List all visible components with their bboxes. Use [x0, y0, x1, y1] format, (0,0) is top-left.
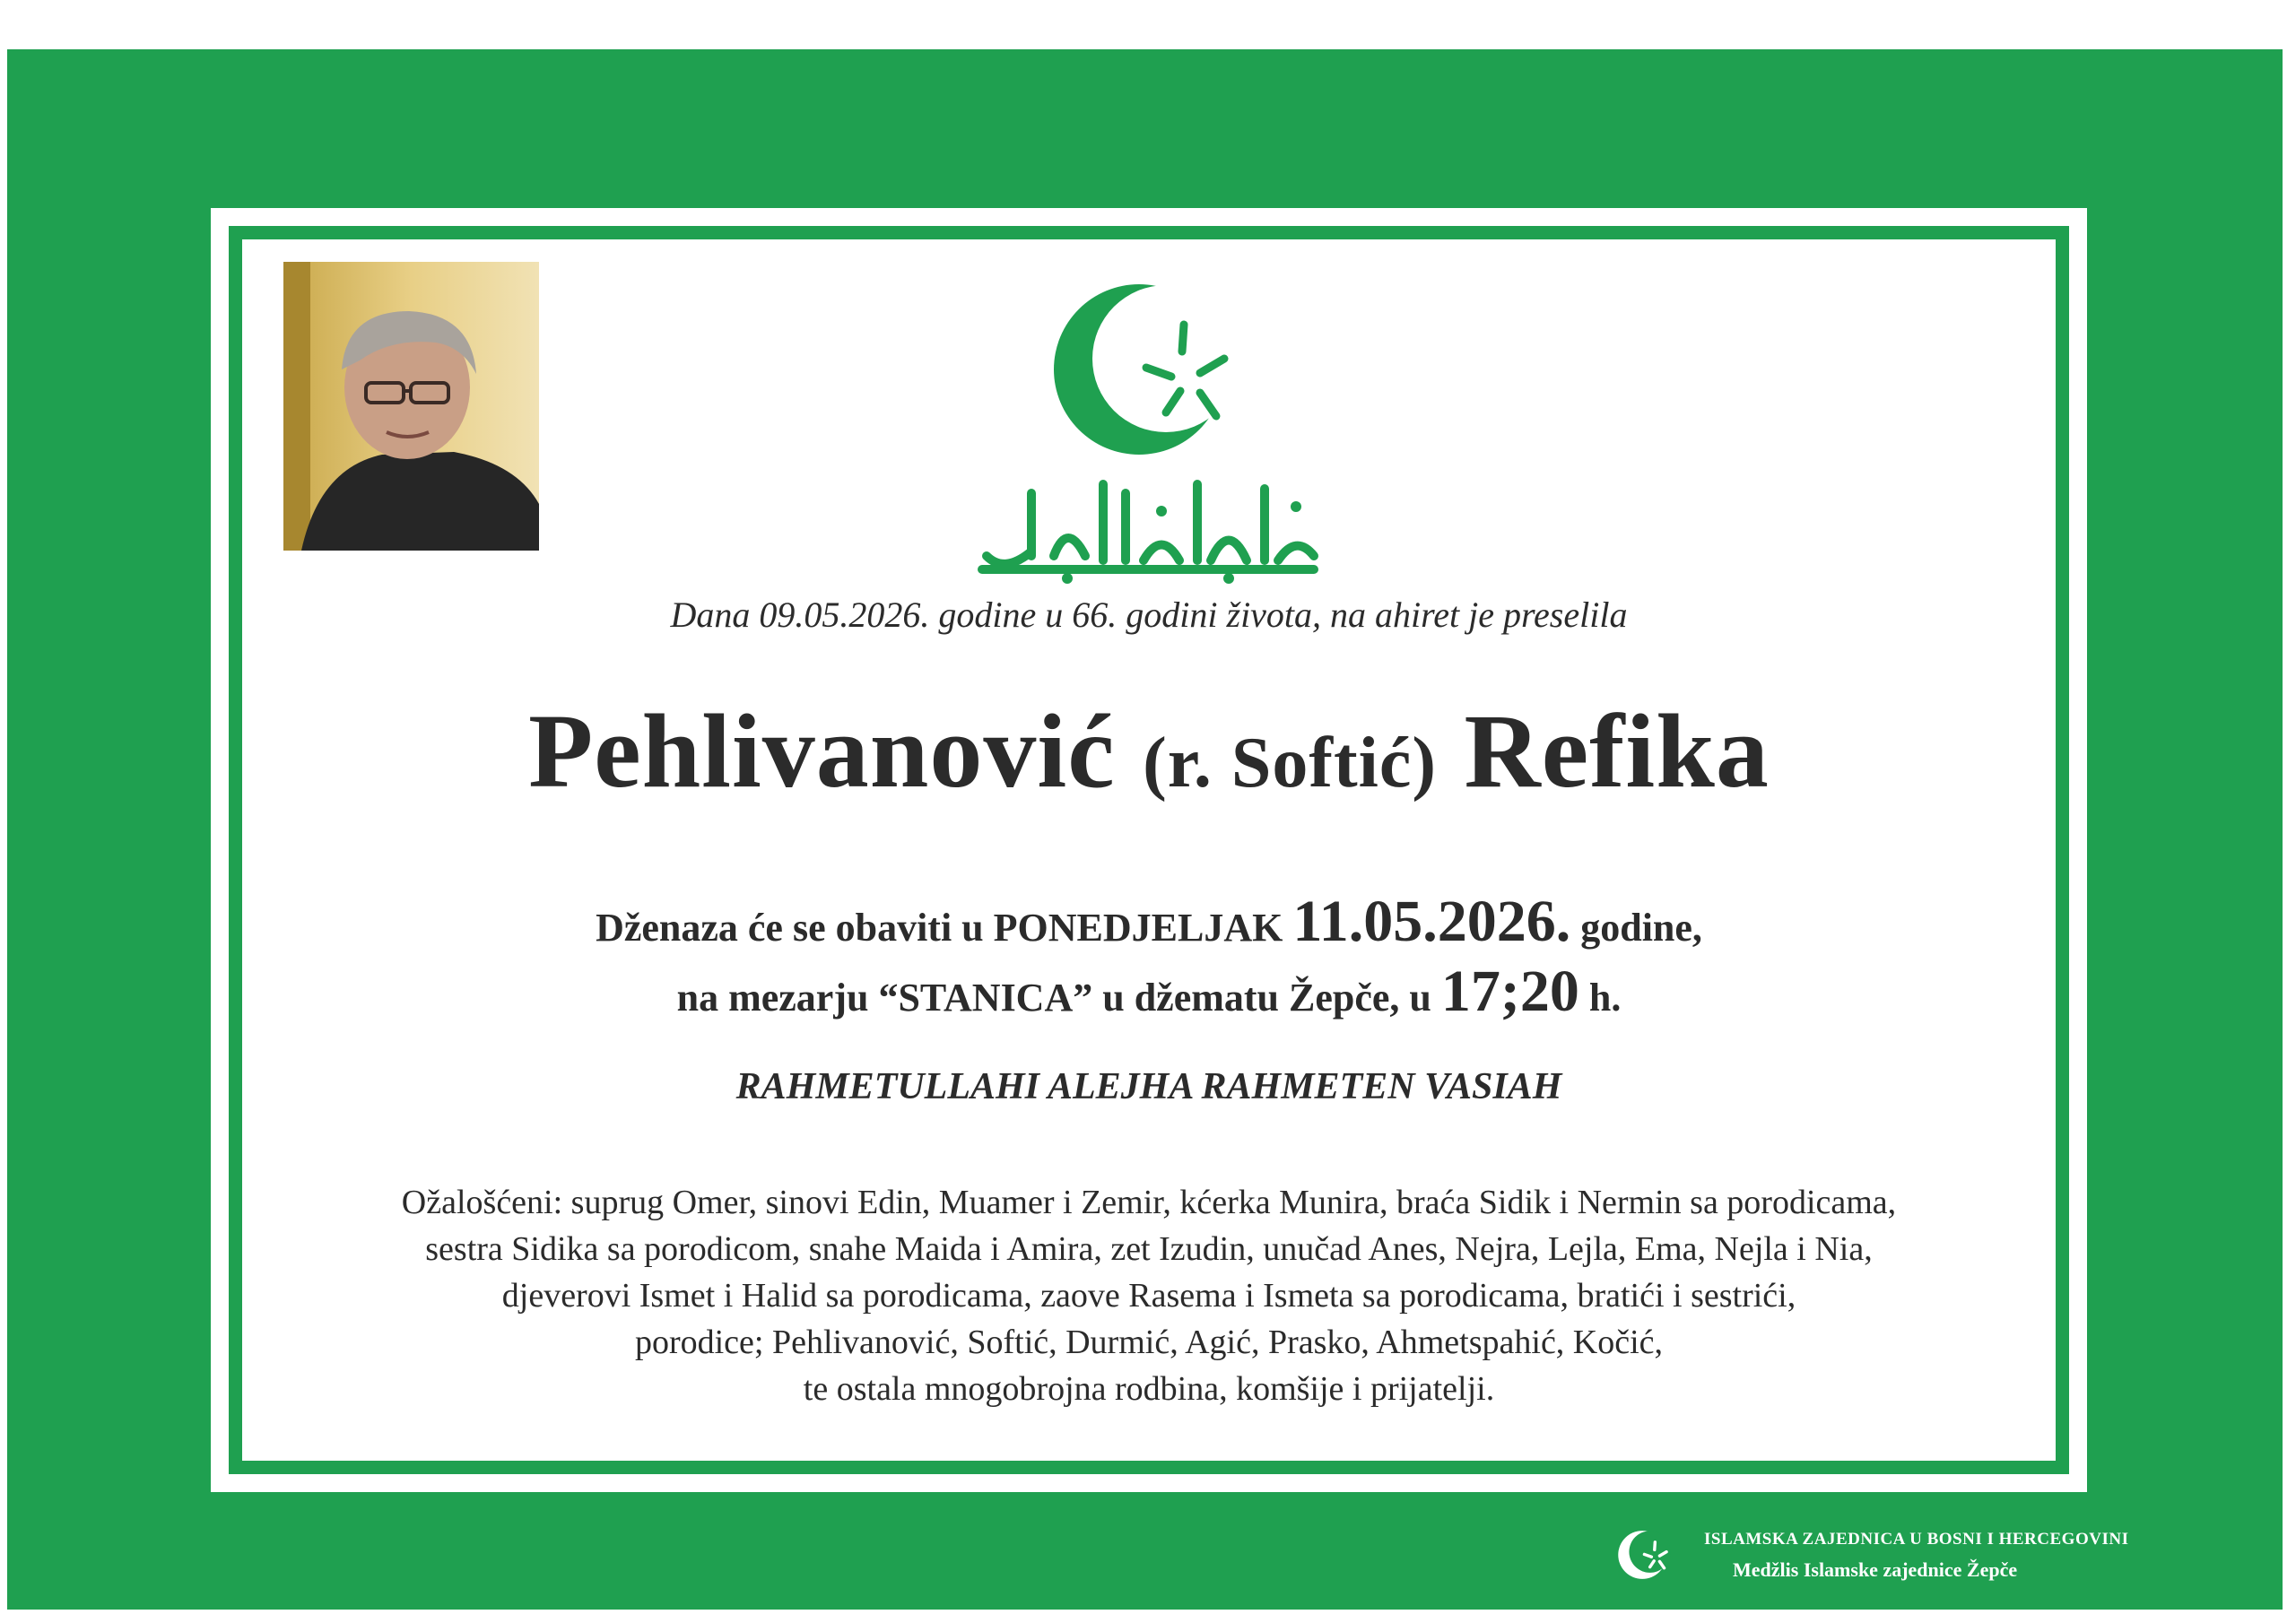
funeral-line2-prefix: na mezarju “STANICA” u džematu Žepče, u	[676, 976, 1441, 1020]
funeral-line1-prefix: Dženaza će se obaviti u PONEDJELJAK	[596, 906, 1293, 950]
mourners-line: Ožalošćeni: suprug Omer, sinovi Edin, Muamer i Zemir, kćerka Munira, braća Sidik i Nermin sa porodicama,	[401, 1184, 1897, 1221]
funeral-line1-suffix: godine,	[1570, 906, 1702, 950]
intro-text: Dana 09.05.2026. godine u 66. godini života, na ahiret je preselila	[670, 595, 1628, 635]
crescent-star-icon	[1040, 269, 1256, 484]
funeral-place-line	[242, 958, 2056, 1026]
funeral-time: 17;20	[1440, 959, 1579, 1024]
org-name: ISLAMSKA ZAJEDNICA U BOSNI I HERCEGOVINI	[1704, 1530, 2129, 1549]
crescent-star-icon	[1614, 1524, 1675, 1585]
prayer-text: RAHMETULLAHI ALEJHA RAHMETEN VASIAH	[735, 1066, 1562, 1107]
funeral-date-line	[242, 888, 2056, 956]
first-name: Refika	[1464, 692, 1770, 810]
mourners-line: porodice; Pehlivanović, Softić, Durmić, Agić, Prasko, Ahmetspahić, Kočić,	[634, 1324, 1664, 1361]
org-branch: Medžlis Islamske zajednice Žepče	[1733, 1558, 2018, 1581]
deceased-name	[242, 690, 2056, 812]
maiden-name: (r. Softić)	[1143, 724, 1438, 803]
surname: Pehlivanović	[528, 692, 1116, 810]
arabic-calligraphy-icon	[969, 457, 1327, 592]
mourners-line: te ostala mnogobrojna rodbina, komšije i prijatelji.	[803, 1370, 1495, 1408]
funeral-line2-suffix: h.	[1578, 976, 1622, 1020]
footer-org	[1614, 1524, 2129, 1596]
mourners-line: djeverovi Ismet i Halid sa porodicama, zaove Rasema i Ismeta sa porodicama, bratići i sestrići,	[501, 1277, 1796, 1315]
portrait-photo	[283, 262, 539, 551]
mourners-list	[242, 1179, 2056, 1412]
mourners-line: sestra Sidika sa porodicom, snahe Maida i Amira, zet Izudin, unučad Anes, Nejra, Lejla, Ema, Nejla i Nia,	[425, 1230, 1873, 1268]
funeral-date: 11.05.2026.	[1292, 889, 1571, 954]
